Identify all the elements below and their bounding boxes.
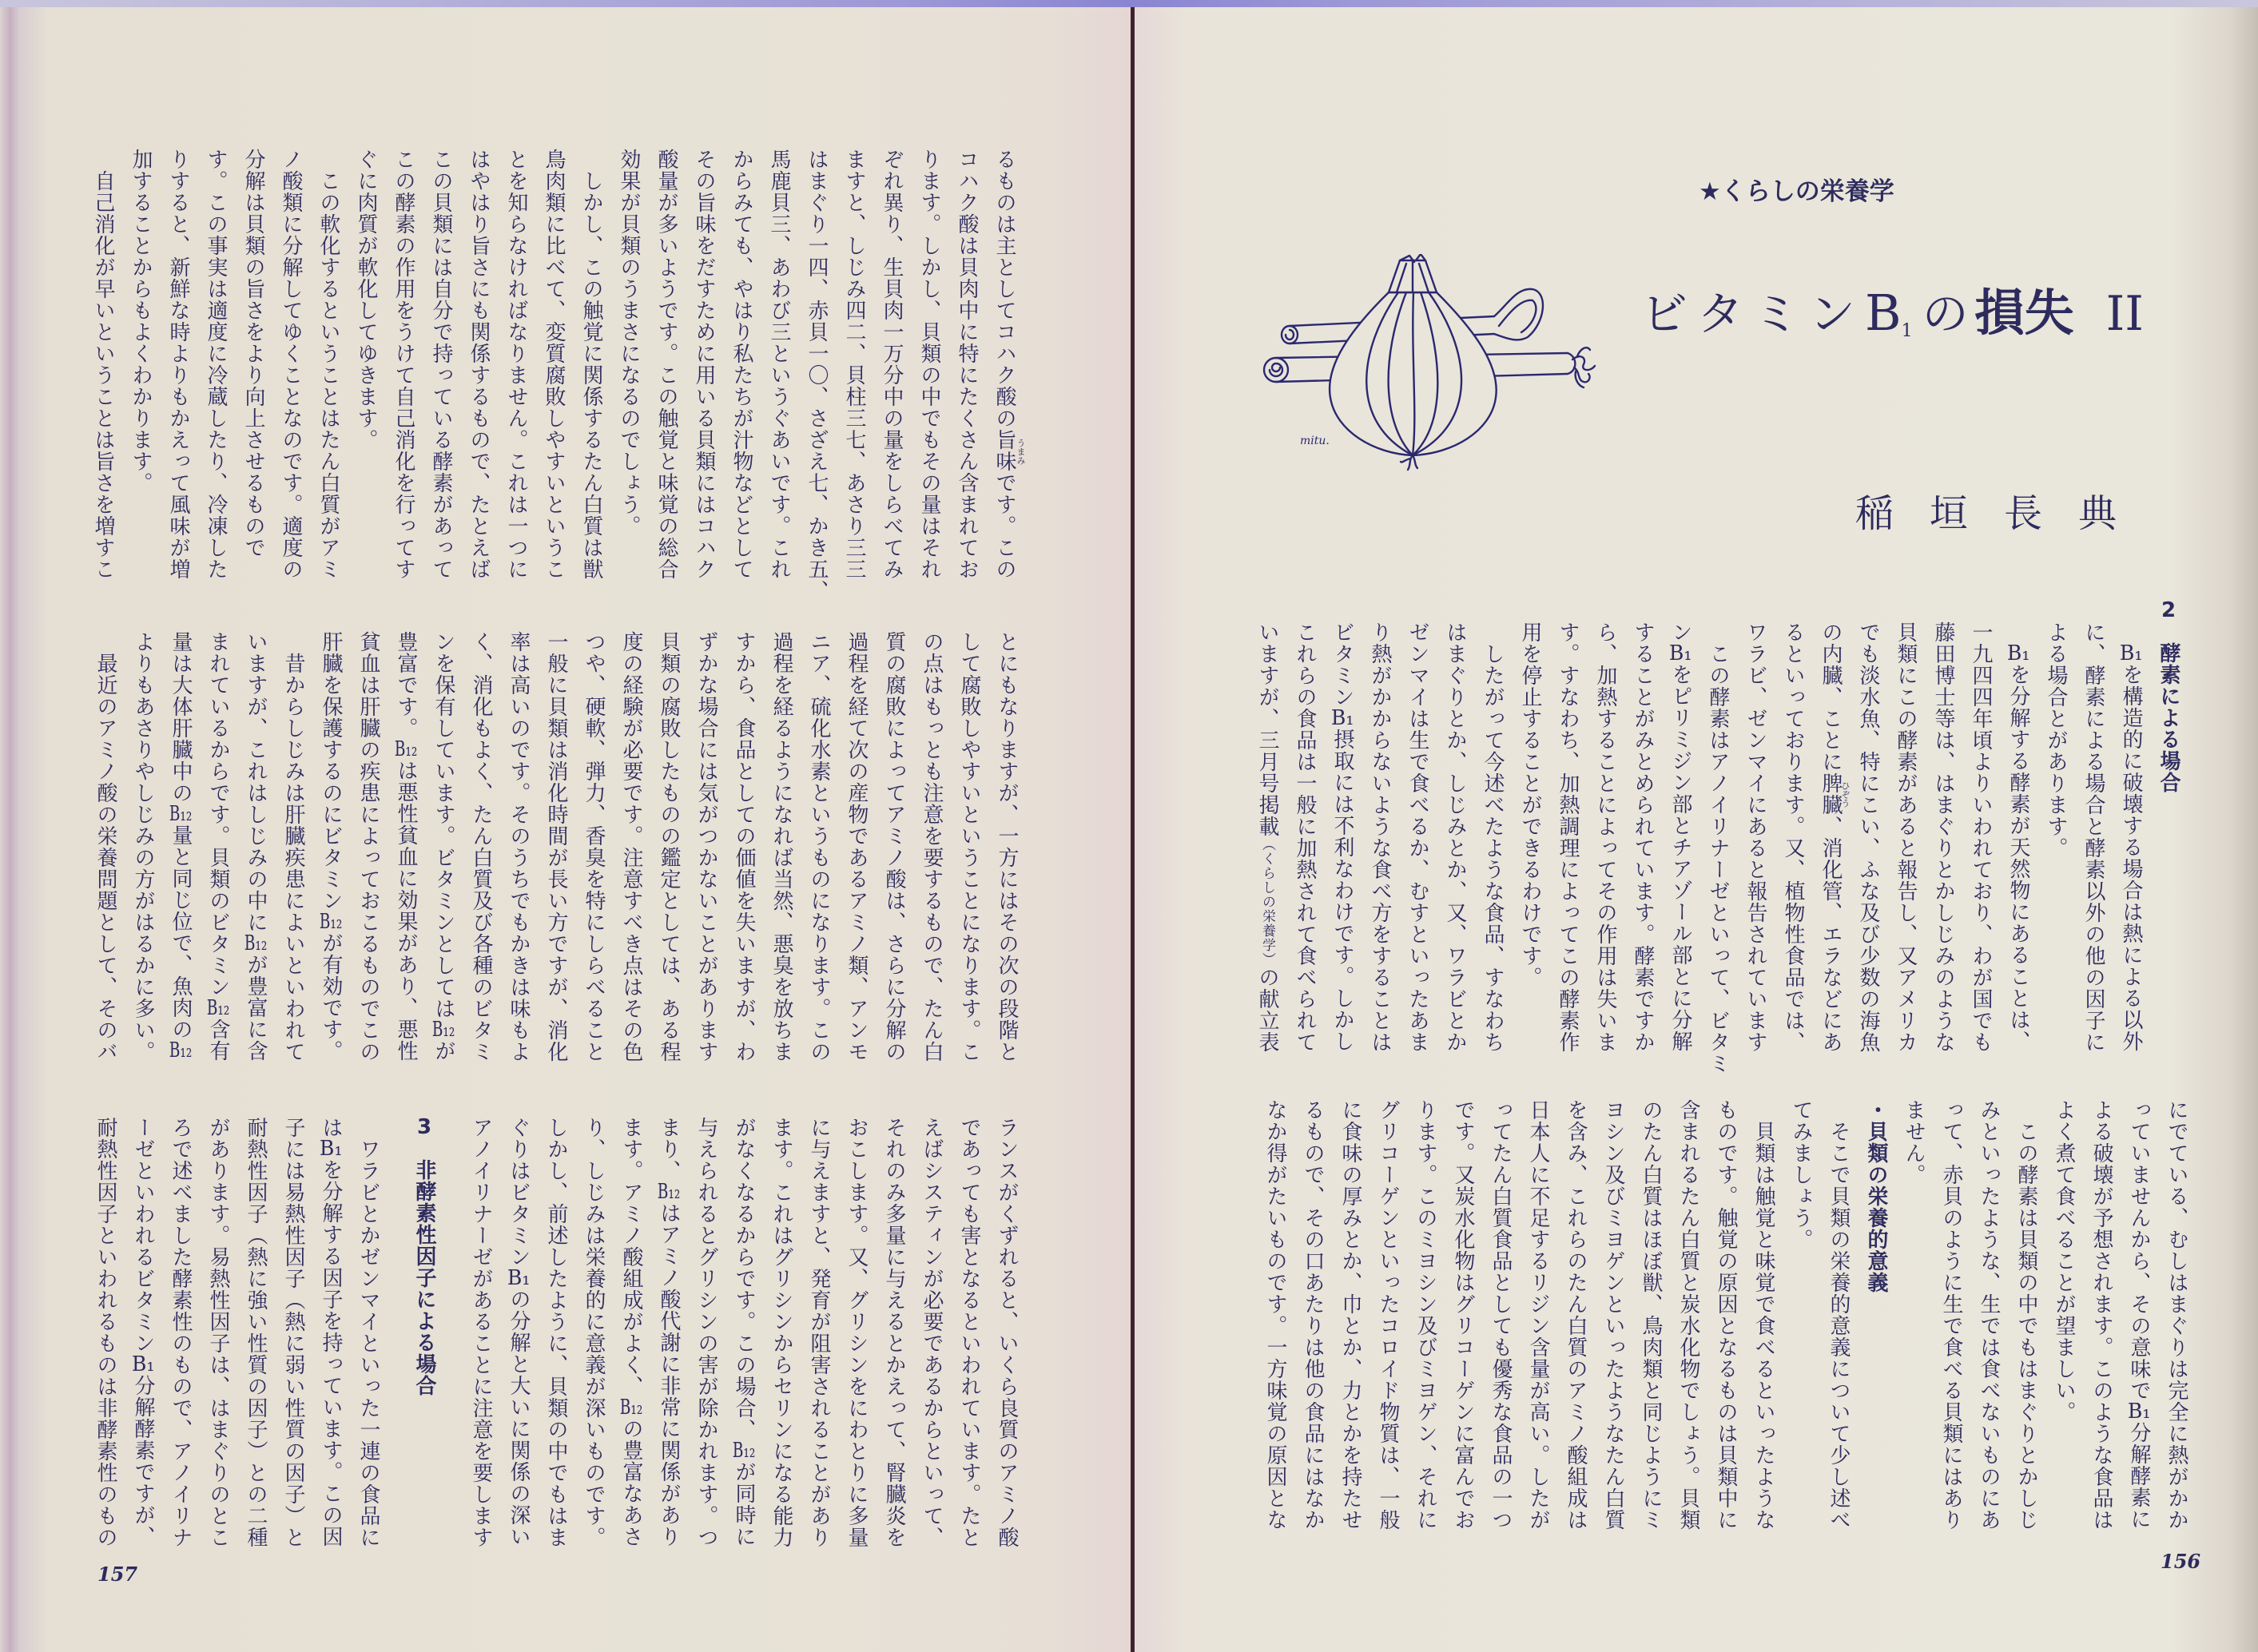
column-text: いますが、三月号掲載 bbox=[1255, 621, 1279, 837]
text-column bbox=[1886, 621, 1924, 1101]
column-text: 耐熱性因子（熱に強い性質の因子）との二種 bbox=[244, 1117, 268, 1548]
column-text: に食味の厚みとか、巾とか、力とかを持たせ bbox=[1338, 1099, 1362, 1531]
text-column bbox=[1323, 621, 1361, 1101]
text-column bbox=[985, 149, 1026, 628]
text-column bbox=[1894, 1099, 1932, 1579]
column-text: 過程を経て次の産物であるアミノ類、アンモ bbox=[845, 631, 869, 1062]
text-column bbox=[274, 631, 312, 1110]
column-text: く、消化もよく、たん白質及び各種のビタミ bbox=[469, 631, 493, 1062]
upright-latin: B₁₂ bbox=[394, 739, 418, 760]
text-column bbox=[988, 631, 1025, 1110]
column-text: 過程を経るようになれば当然、悪臭を放ちま bbox=[769, 631, 793, 1062]
text-column bbox=[1819, 1099, 1857, 1579]
column-text: コハク酸は貝肉中に特にたくさん含まれてお bbox=[955, 149, 979, 580]
text-column bbox=[875, 1117, 912, 1596]
column-text: まれているからです。貝類のビタミンB₁₂含有 bbox=[206, 631, 230, 1062]
series-label: ★くらしの栄養学 bbox=[1699, 177, 1894, 206]
page-number-right: 156 bbox=[2161, 1550, 2201, 1573]
column-text: 貧血は肝臓の疾患によっておこるものでこの bbox=[356, 631, 380, 1062]
column-text: ぞれ異り、生貝肉一万分中の量をしらべてみ bbox=[880, 149, 904, 580]
column-text: とを知らなければなりません。これは一つに bbox=[504, 149, 528, 580]
text-column bbox=[1970, 1099, 2007, 1579]
text-column bbox=[497, 149, 535, 628]
column-text: よく煮て食べることが望ましい。 bbox=[2052, 1099, 2076, 1423]
text-column bbox=[199, 631, 237, 1110]
column-text: 貝類は触覚と味覚で食べるといったような bbox=[1751, 1099, 1775, 1531]
column-text: るもので、その口あたりは他の食品にはなか bbox=[1301, 1099, 1325, 1531]
column-text: を含み、これらのたん白質のアミノ酸組成は bbox=[1564, 1099, 1588, 1531]
column-text: り、しじみは栄養的に意義が深いものです。 bbox=[582, 1117, 606, 1548]
text-column bbox=[797, 149, 835, 628]
text-column bbox=[159, 149, 197, 628]
text-column bbox=[1519, 1099, 1556, 1579]
text-column bbox=[1707, 1099, 1744, 1579]
section-number: 3 bbox=[416, 1117, 432, 1138]
column-text: すから、食品としての価値を失いますが、わ bbox=[732, 631, 756, 1062]
text-column bbox=[760, 149, 797, 628]
column-text: ーゼといわれるビタミンB₁分解酵素ですが、 bbox=[131, 1117, 155, 1547]
text-column bbox=[762, 1117, 800, 1596]
column-text: 分解は貝類の旨さをより向上させるもので bbox=[241, 149, 265, 558]
text-column bbox=[1632, 1099, 1669, 1579]
section-number: 2 bbox=[2161, 600, 2177, 621]
text-column bbox=[2007, 1099, 2045, 1579]
column-text: したがって今述べたような食品、すなわち bbox=[1481, 621, 1505, 1053]
text-column bbox=[1924, 621, 1962, 1101]
title-vitamin-letter: B bbox=[1865, 284, 1902, 342]
column-text: 一九四四年頃よりいわれており、わが国でも bbox=[1969, 621, 1993, 1053]
text-column bbox=[2120, 1099, 2157, 1579]
column-text: 量は大体肝臓中のB₁₂量と同じ位で、魚肉のB₁₂ bbox=[169, 631, 193, 1061]
text-column bbox=[910, 149, 948, 628]
column-text: ます。これはグリシンからセリンになる能力 bbox=[769, 1117, 793, 1548]
column-text: ろで述べました酵素性のもので、アノイリナ bbox=[169, 1117, 193, 1548]
column-text: 日本人に不足するリジン含量が高い。したが bbox=[1526, 1099, 1550, 1531]
column-text: それのみ多量に与えるとかえって、腎臓炎を bbox=[882, 1117, 906, 1548]
text-column bbox=[612, 1117, 650, 1596]
text-column bbox=[1444, 1099, 1481, 1579]
text-column bbox=[1699, 621, 1736, 1101]
text-column bbox=[424, 631, 462, 1110]
scan-top-edge bbox=[0, 0, 2258, 7]
text-column bbox=[1962, 621, 1999, 1101]
column-text: るといっております。又、植物性食品では、 bbox=[1781, 621, 1805, 1053]
text-column bbox=[86, 631, 124, 1110]
column-text: 鳥肉類に比べて、変質腐敗しやすいというこ bbox=[542, 149, 566, 580]
column-text: この酵素の作用をうけて自己消化を行ってす bbox=[392, 149, 415, 580]
section-heading bbox=[1857, 1099, 1894, 1579]
text-column bbox=[650, 1117, 687, 1596]
text-column bbox=[312, 631, 349, 1110]
text-column bbox=[199, 1117, 237, 1596]
column-text: よりもあさりやしじみの方がはるかに多い。 bbox=[131, 631, 155, 1062]
section-heading-text: 非酵素性因子による場合 bbox=[412, 1159, 436, 1396]
column-text: であっても害となるといわれています。たと bbox=[957, 1117, 981, 1548]
column-text: り熱がかからないような食べ方をすることは bbox=[1368, 621, 1392, 1053]
text-column bbox=[1286, 621, 1323, 1101]
column-text: ぐりはビタミンB₁の分解と大いに関係の深い bbox=[507, 1117, 531, 1547]
text-column bbox=[1406, 1099, 1444, 1579]
column-text: ランスがくずれると、いくら良質のアミノ酸 bbox=[995, 1117, 1019, 1548]
column-text: 効果が貝類のうまさになるのでしょう。 bbox=[617, 149, 641, 537]
column-text: ヨシン及びミヨゲンといったようなたん白質 bbox=[1601, 1099, 1625, 1531]
right-page-lower-text-block bbox=[1256, 1099, 2195, 1579]
text-column bbox=[1624, 621, 1661, 1101]
section-heading-text: 貝類の栄養的意義 bbox=[1864, 1121, 1888, 1293]
text-column bbox=[535, 149, 572, 628]
column-text: よる破壊が予想されます。このような食品は bbox=[2089, 1099, 2113, 1531]
column-text: てみましょう。 bbox=[1789, 1099, 1813, 1250]
column-text: ってたん白質食品としても優秀な食品の一つ bbox=[1489, 1099, 1513, 1531]
column-text: ワラビとかゼンマイといった一連の食品に bbox=[356, 1117, 380, 1548]
page-number-left: 157 bbox=[97, 1563, 138, 1586]
right-page-upper-text-block bbox=[1248, 600, 2187, 1101]
column-text: この貝類には自分で持っている酵素があって bbox=[429, 149, 453, 580]
text-column bbox=[948, 149, 985, 628]
text-column bbox=[685, 149, 722, 628]
column-text: 貝類にこの酵素があると報告し、又アメリカ bbox=[1894, 621, 1918, 1053]
column-text: に、酵素による場合と酵素以外の他の因子に bbox=[2081, 621, 2105, 1053]
text-column bbox=[422, 149, 459, 628]
text-column bbox=[725, 631, 762, 1110]
column-text: しかし、前述したように、貝類の中でもはま bbox=[544, 1117, 568, 1548]
column-text: 豊富です。B₁₂は悪性貧血に効果があり、悪性 bbox=[394, 631, 418, 1062]
text-column bbox=[610, 149, 647, 628]
column-text: して腐敗しやすいということになります。こ bbox=[957, 631, 981, 1062]
text-column bbox=[574, 1117, 612, 1596]
column-text: 貝類の腐敗したものの鑑定としては、ある程 bbox=[657, 631, 681, 1062]
title-vitamin-subscript: 1 bbox=[1901, 321, 1913, 341]
column-text: はB₁を分解する因子を持っています。この因 bbox=[319, 1117, 343, 1547]
column-text: よる場合とがあります。 bbox=[2044, 621, 2068, 859]
illustrator-signature: mitu. bbox=[1300, 435, 1330, 447]
text-column bbox=[835, 149, 873, 628]
column-text: 藤田博士等は、はまぐりとかしじみのような bbox=[1931, 621, 1955, 1053]
column-text: るものは主としてコハク酸の旨味です。この bbox=[992, 149, 1016, 580]
text-column bbox=[1999, 621, 2037, 1101]
text-column bbox=[1369, 1099, 1406, 1579]
text-column bbox=[161, 1117, 199, 1596]
upright-latin: B₁₂ bbox=[169, 804, 193, 824]
column-text: ニア、硫化水素というものになります。この bbox=[807, 631, 831, 1062]
text-column bbox=[2082, 1099, 2120, 1579]
text-column bbox=[1398, 621, 1436, 1101]
section-heading bbox=[2149, 600, 2187, 1079]
text-column bbox=[800, 1117, 837, 1596]
column-text: からみても、やはり私たちが汁物などとして bbox=[729, 149, 753, 580]
text-column bbox=[84, 149, 121, 628]
column-text: ります。しかし、貝類の中でもその量はそれ bbox=[917, 149, 941, 580]
text-column bbox=[1811, 621, 1849, 1101]
column-text: ものです。触覚の原因となるものは貝類中に bbox=[1714, 1099, 1738, 1531]
column-text: ビタミンB₁摂取には不利なわけです。しかし bbox=[1330, 621, 1354, 1052]
column-text: 馬鹿貝三、あわび三というぐあいです。これ bbox=[767, 149, 791, 580]
text-column bbox=[1556, 1099, 1594, 1579]
title-part-numeral: II bbox=[2105, 286, 2145, 342]
left-page-upper-text-block bbox=[84, 149, 1026, 628]
text-column bbox=[537, 631, 574, 1110]
column-text: しかし、この触覚に関係するたん白質は獣 bbox=[579, 149, 603, 580]
upright-latin: B₁ bbox=[2006, 643, 2030, 664]
text-column bbox=[873, 149, 910, 628]
text-column bbox=[2157, 1099, 2195, 1579]
column-text: B₁を分解する酵素が天然物にあることは、 bbox=[2006, 643, 2030, 1052]
text-column bbox=[1849, 621, 1886, 1101]
column-text: ります。このミヨシン及びミヨゲン、それに bbox=[1413, 1099, 1437, 1531]
furigana-hizou: ひぞう bbox=[1840, 781, 1851, 808]
title-prefix: ビタミン bbox=[1641, 287, 1866, 341]
column-text: この酵素は貝類の中でもはまぐりとかしじ bbox=[2014, 1099, 2038, 1531]
text-column bbox=[1669, 1099, 1707, 1579]
text-column bbox=[1932, 1099, 1970, 1579]
column-text: ゼンマイは生で食べるか、むすといったあま bbox=[1405, 621, 1429, 1053]
text-column bbox=[1294, 1099, 1331, 1579]
upright-latin: B₁₂ bbox=[619, 1397, 643, 1418]
column-text: はまぐりとか、しじみとか、又、ワラビとか bbox=[1443, 621, 1467, 1053]
column-text: つや、硬軟、弾力、香臭を特にしらべること bbox=[582, 631, 606, 1062]
column-text: があります。易熱性因子は、はまぐりのとこ bbox=[206, 1117, 230, 1548]
parenthetical-note: （くらしの栄養学） bbox=[1259, 837, 1275, 967]
column-text: 子には易熱性因子（熱に弱い性質の因子）と bbox=[281, 1117, 305, 1548]
author-name: 稲垣長典 bbox=[1855, 491, 2153, 536]
upright-latin: B₁₂ bbox=[206, 998, 230, 1019]
column-text: まり、B₁₂はアミノ酸代謝に非常に関係があり bbox=[657, 1117, 681, 1547]
text-column bbox=[86, 1117, 124, 1596]
column-text: ます。アミノ酸組成がよく、B₁₂の豊富なあさ bbox=[619, 1117, 643, 1547]
text-column bbox=[950, 1117, 988, 1596]
text-column bbox=[234, 149, 272, 628]
text-column bbox=[274, 1117, 312, 1596]
column-text: 昔からしじみは肝臓疾患によいといわれて bbox=[281, 631, 305, 1062]
title-main: 損失 bbox=[1974, 284, 2074, 342]
text-column bbox=[988, 1117, 1025, 1596]
column-text: アノイリナーゼがあることに注意を要します bbox=[469, 1117, 493, 1548]
text-column bbox=[687, 1117, 725, 1596]
column-text: りすると、新鮮な時よりもかえって風味が増 bbox=[166, 149, 190, 580]
upright-latin: B₁₂ bbox=[732, 1440, 756, 1461]
column-text: することがみとめられています。酵素ですか bbox=[1631, 621, 1655, 1053]
text-column bbox=[1473, 621, 1511, 1101]
column-text: そこで貝類の栄養的意義について少し述べ bbox=[1827, 1099, 1851, 1531]
column-text: B₁を構造的に破壊する場合は熱による以外 bbox=[2119, 643, 2143, 1052]
column-text: この酵素はアノイリナーゼといって、ビタミ bbox=[1706, 621, 1730, 1074]
text-column bbox=[650, 631, 687, 1110]
column-text: はまぐり一四、赤貝一〇、さざえ七、かき五、 bbox=[805, 149, 829, 602]
text-column bbox=[1736, 621, 1774, 1101]
text-column bbox=[912, 631, 950, 1110]
text-column bbox=[1248, 621, 1286, 1101]
text-column bbox=[347, 149, 384, 628]
text-column bbox=[722, 149, 760, 628]
upright-latin: B₁₂ bbox=[431, 1019, 455, 1040]
column-text: の献立表 bbox=[1255, 967, 1279, 1053]
text-column bbox=[124, 631, 161, 1110]
column-text: 耐熱性因子といわれるものは非酵素性のもの bbox=[93, 1117, 117, 1548]
furigana-umami: うまみ bbox=[1016, 439, 1026, 465]
text-column bbox=[1782, 1099, 1819, 1579]
column-text: とにもなりますが、一方にはその次の段階と bbox=[995, 631, 1019, 1062]
text-column bbox=[1586, 621, 1624, 1101]
text-column bbox=[2112, 621, 2149, 1101]
text-column bbox=[1774, 621, 1811, 1101]
column-text: 度の経験が必要です。注意すべき点はその色 bbox=[619, 631, 643, 1062]
text-column bbox=[1511, 621, 1548, 1101]
column-text: っていませんから、その意味でB₁分解酵素に bbox=[2127, 1099, 2151, 1530]
column-text: 肝臓を保護するのにビタミンB₁₂が有効です。 bbox=[319, 631, 343, 1062]
text-column bbox=[384, 149, 422, 628]
text-column bbox=[800, 631, 837, 1110]
column-text: ぐに肉質が軟化してゆきます。 bbox=[354, 149, 378, 451]
text-column bbox=[1481, 1099, 1519, 1579]
text-column bbox=[124, 1117, 161, 1596]
column-text: す。すなわち、加熱調理によってこの酵素作 bbox=[1556, 621, 1580, 1053]
column-text: なか得がたいものです。一方味覚の原因とな bbox=[1263, 1099, 1287, 1531]
text-column bbox=[272, 149, 309, 628]
text-column bbox=[875, 631, 912, 1110]
text-column bbox=[2074, 621, 2112, 1101]
column-text: です。又炭水化物はグリコーゲンに富んでお bbox=[1451, 1099, 1475, 1531]
text-column bbox=[1744, 1099, 1782, 1579]
text-column bbox=[462, 631, 499, 1110]
column-text: 最近のアミノ酸の栄養問題として、そのバ bbox=[93, 631, 117, 1062]
column-text: ますと、しじみ四二、貝柱三七、あさり三三 bbox=[842, 149, 866, 580]
upright-latin: B₁₂ bbox=[319, 911, 343, 932]
text-column bbox=[837, 631, 875, 1110]
text-column bbox=[687, 631, 725, 1110]
text-column bbox=[462, 1117, 499, 1596]
text-column bbox=[1436, 621, 1473, 1101]
column-text: 自己消化が早いということは旨さを増すこ bbox=[91, 149, 115, 580]
column-text: ら、加熱することによってその作用は失いま bbox=[1593, 621, 1617, 1053]
column-text: グリコーゲンといったコロイド物質は、一般 bbox=[1376, 1099, 1400, 1531]
text-column bbox=[1361, 621, 1398, 1101]
text-column bbox=[950, 631, 988, 1110]
upright-latin: B₁₂ bbox=[244, 933, 268, 954]
text-column bbox=[725, 1117, 762, 1596]
text-column bbox=[1661, 621, 1699, 1101]
column-text: ません。 bbox=[1902, 1099, 1926, 1185]
text-column bbox=[912, 1117, 950, 1596]
text-column bbox=[647, 149, 685, 628]
text-column bbox=[2037, 621, 2074, 1101]
column-text: の内臓、ことに脾臓、消化管、エラなどにあ bbox=[1819, 621, 1843, 1053]
text-column bbox=[537, 1117, 574, 1596]
upright-latin: B₁ bbox=[2119, 643, 2143, 664]
column-text: 率は高いのです。そのうちでもかきは味もよ bbox=[507, 631, 531, 1062]
column-text: ずかな場合には気がつかないことがあります bbox=[694, 631, 718, 1062]
onion-bulb-drawing bbox=[1330, 254, 1497, 470]
upright-latin: B₁ bbox=[1668, 643, 1692, 664]
text-column bbox=[237, 631, 274, 1110]
column-text: 与えられるとグリシンの害が除かれます。つ bbox=[694, 1117, 718, 1548]
column-text: す。この事実は適度に冷蔵したり、冷凍した bbox=[204, 149, 228, 580]
column-text: 質の腐敗によってアミノ酸は、さらに分解の bbox=[882, 631, 906, 1062]
column-text: ンを保有しています。ビタミンとしてはB₁₂が bbox=[431, 631, 455, 1062]
text-column bbox=[499, 631, 537, 1110]
upright-latin: B₁₂ bbox=[169, 1040, 193, 1061]
text-column bbox=[197, 149, 234, 628]
text-column bbox=[574, 631, 612, 1110]
text-column bbox=[1594, 1099, 1632, 1579]
upright-latin: B₁ bbox=[507, 1268, 531, 1289]
column-text: ンB₁をピリミジン部とチアゾール部とに分解 bbox=[1668, 621, 1692, 1052]
column-text: えばシスティンが必要であるからといって、 bbox=[920, 1117, 944, 1548]
text-column bbox=[312, 1117, 349, 1596]
column-text: のたん白質はほぼ獣、鳥肉類と同じようにミ bbox=[1639, 1099, 1663, 1531]
text-column bbox=[309, 149, 347, 628]
column-text: これらの食品は一般に加熱されて食べられて bbox=[1293, 621, 1317, 1053]
column-text: 用を停止することができるわけです。 bbox=[1518, 621, 1542, 988]
text-column bbox=[459, 149, 497, 628]
text-column bbox=[121, 149, 159, 628]
section-heading-text: 酵素による場合 bbox=[2157, 642, 2180, 793]
column-text: がなくなるからです。この場合、B₁₂が同時に bbox=[732, 1117, 756, 1547]
column-text: にでている、むしはまぐりは完全に熱がかか bbox=[2165, 1099, 2188, 1531]
column-text: 酸量が多いようです。この触覚と味覚の総合 bbox=[654, 149, 678, 580]
column-text: 一般に貝類は消化時間が長い方ですが、消化 bbox=[544, 631, 568, 1062]
upright-latin: B₁₂ bbox=[657, 1181, 681, 1202]
column-text: ノ酸類に分解してゆくことなのです。適度の bbox=[279, 149, 303, 580]
column-text: ワラビ、ゼンマイにあると報告されています bbox=[1743, 621, 1767, 1053]
text-column bbox=[1548, 621, 1586, 1101]
text-column bbox=[349, 631, 387, 1110]
text-column bbox=[237, 1117, 274, 1596]
text-column bbox=[1331, 1099, 1369, 1579]
left-page-lower-text-block bbox=[49, 1117, 1025, 1596]
article-title bbox=[1641, 281, 2144, 363]
column-text: おこします。又、グリシンをにわとりに多量 bbox=[845, 1117, 869, 1548]
column-text: でも淡水魚、特にこい、ふな及び少数の海魚 bbox=[1856, 621, 1880, 1053]
title-particle: の bbox=[1922, 287, 1969, 341]
column-text: はやはり旨さにも関係するもので、たとえば bbox=[467, 149, 491, 580]
text-column bbox=[2045, 1099, 2082, 1579]
column-text: 加することからもよくわかります。 bbox=[129, 149, 153, 494]
text-column bbox=[387, 631, 424, 1110]
column-text: 含まれるたん白質と炭水化物でしょう。貝類 bbox=[1676, 1099, 1700, 1531]
column-text: この軟化するということはたん白質がアミ bbox=[316, 149, 340, 580]
column-text: みといったような、生では食べないものにあ bbox=[1977, 1099, 2001, 1531]
text-column bbox=[161, 631, 199, 1110]
upright-latin: B₁ bbox=[131, 1354, 155, 1375]
text-column bbox=[837, 1117, 875, 1596]
text-column bbox=[499, 1117, 537, 1596]
upright-latin: B₁ bbox=[319, 1138, 343, 1159]
text-column bbox=[612, 631, 650, 1110]
upright-latin: B₁ bbox=[1330, 708, 1354, 729]
column-text: の点はもっとも注意を要するもので、たん白 bbox=[920, 631, 944, 1062]
column-text: いますが、これはしじみの中にB₁₂が豊富に含 bbox=[244, 631, 268, 1062]
column-text: その旨味をだすために用いる貝類にはコハク bbox=[692, 149, 716, 580]
section-heading bbox=[387, 1117, 462, 1596]
left-page-middle-text-block bbox=[86, 631, 1025, 1110]
upright-latin: B₁ bbox=[2127, 1401, 2151, 1422]
text-column bbox=[762, 631, 800, 1110]
column-text: って、赤貝のように生で食べる貝類にはあり bbox=[1939, 1099, 1963, 1531]
section-number: ・ bbox=[1864, 1099, 1888, 1121]
onion-illustration bbox=[1254, 254, 1638, 478]
text-column bbox=[349, 1117, 387, 1596]
column-text: に与えますと、発育が阻害されることがあり bbox=[807, 1117, 831, 1548]
text-column bbox=[1256, 1099, 1294, 1579]
text-column bbox=[572, 149, 610, 628]
